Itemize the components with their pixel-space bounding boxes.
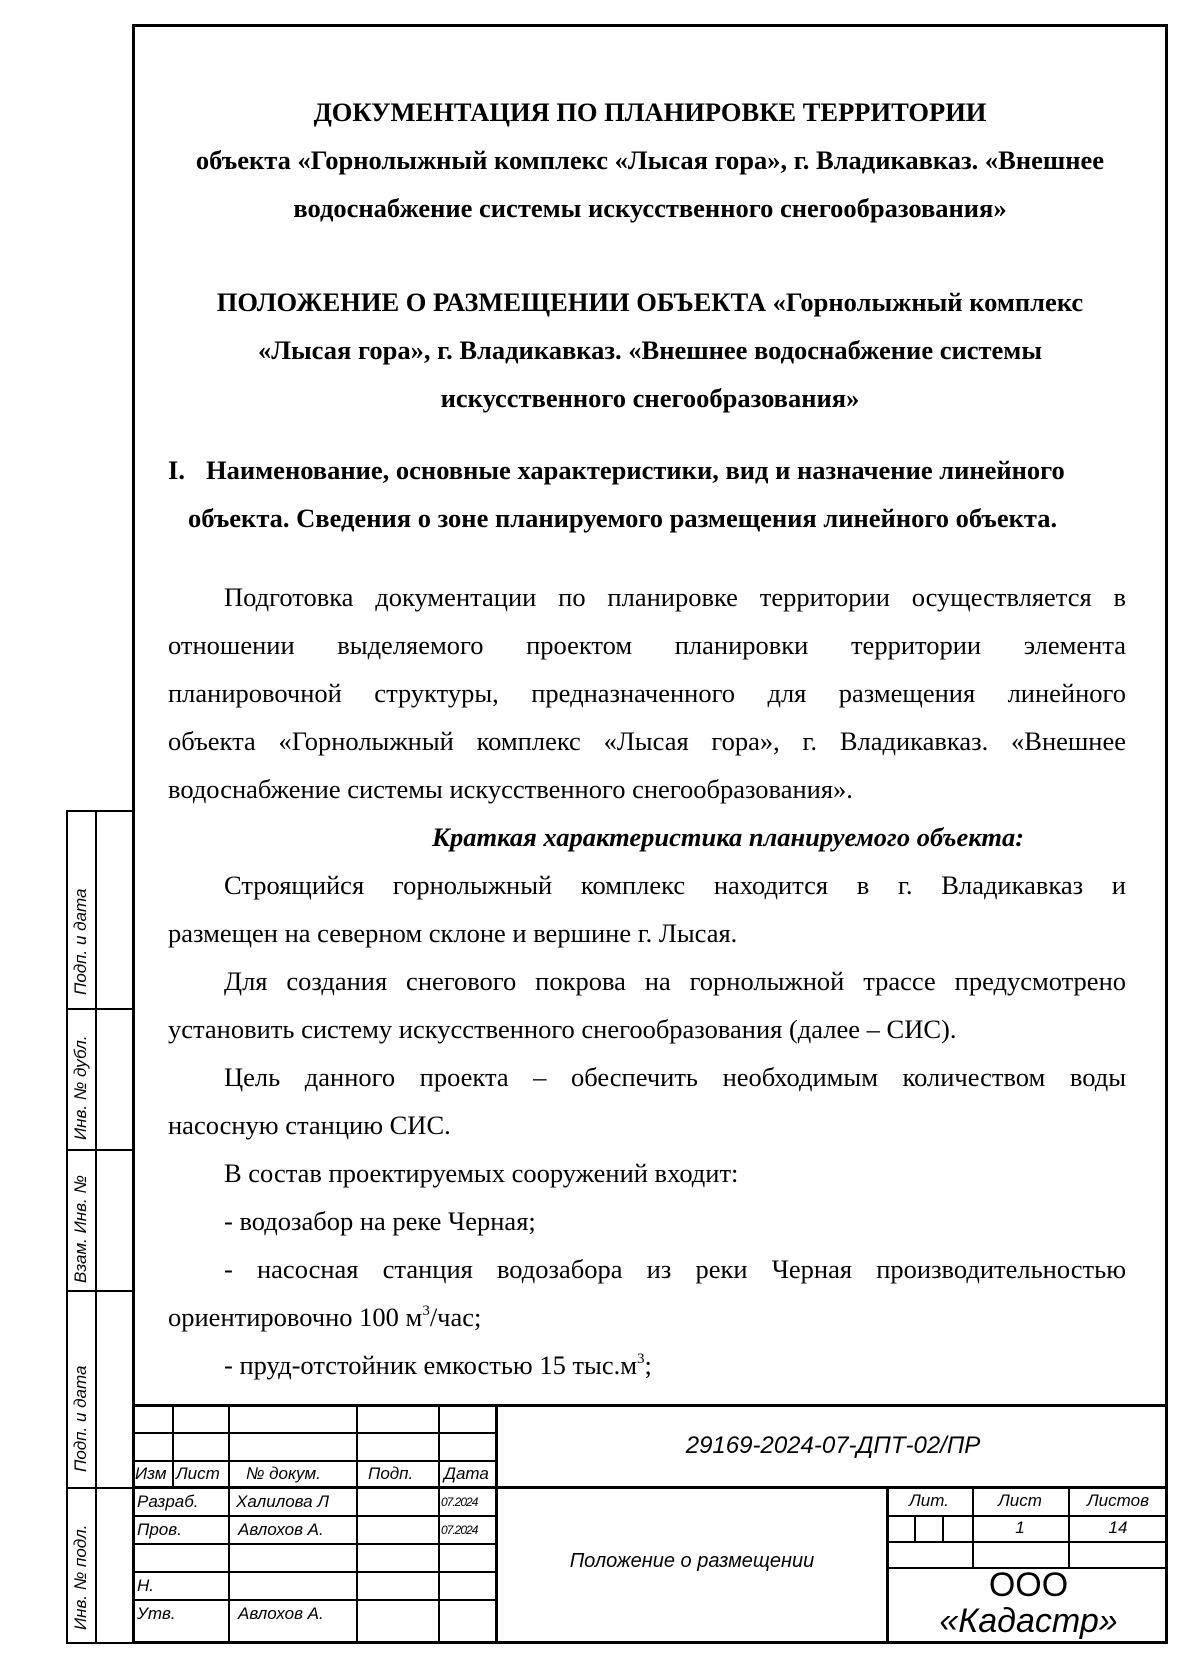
margin-line [66, 1642, 134, 1644]
org-name-line2: «Кадастр» [939, 1602, 1118, 1640]
document-title: ДОКУМЕНТАЦИЯ ПО ПЛАНИРОВКЕ ТЕРРИТОРИИ [313, 97, 987, 127]
doc-code: 29169-2024-07-ДПТ-02/ПР [685, 1432, 981, 1459]
paragraph-line: отношении выделяемого проектом планировки территории элемента [168, 630, 1126, 660]
section-number: I. [168, 455, 185, 485]
subheading: Краткая характеристика планируемого объекта: [431, 822, 1025, 852]
paragraph-line: планировочной структуры, предназначенного для размещения линейного [168, 678, 1126, 708]
paragraph-line: установить систему искусственного снегообразования (далее – СИС). [168, 1014, 957, 1044]
stamp-header-doc-no: № докум. [246, 1464, 321, 1483]
document-subtitle-line2: «Лысая гора», г. Владикавказ. «Внешнее водоснабжение системы [257, 335, 1043, 365]
document-subtitle-line3: искусственного снегообразования» [440, 383, 860, 413]
stamp-header-list: Лист [176, 1464, 220, 1483]
list-item-continued: ориентировочно 100 $м^3$/час; [168, 1302, 482, 1332]
margin-border [66, 810, 68, 1644]
stamp-sheets-label: Листов [1087, 1491, 1149, 1510]
paragraph-line: Для создания снегового покрова на горнолыжной трассе предусмотрено [224, 966, 1126, 996]
margin-line [66, 1487, 134, 1489]
list-item: - насосная станция водозабора из реки Черная производительностью [224, 1254, 1126, 1284]
margin-label: Подп. и дата [71, 888, 90, 995]
stamp-date: 07.2024 [441, 1523, 478, 1537]
paragraph-line: Цель данного проекта – обеспечить необходимым количеством воды [224, 1062, 1126, 1092]
stamp-date: 07.2024 [441, 1495, 478, 1509]
stamp-doc-title: Положение о размещении [569, 1550, 815, 1572]
margin-line [66, 1290, 134, 1292]
paragraph-line: насосную станцию СИС. [168, 1110, 451, 1140]
stamp-header-izm: Изм [135, 1464, 167, 1483]
composition-intro: В состав проектируемых сооружений входит: [224, 1158, 739, 1188]
margin-line [66, 1149, 134, 1151]
paragraph-line: Строящийся горнолыжный комплекс находится в г. Владикавказ и [224, 870, 1126, 900]
paragraph-line: водоснабжение системы искусственного снегообразования». [168, 774, 853, 804]
stamp-role: Пров. [137, 1520, 182, 1539]
paragraph-line: объекта «Горнолыжный комплекс «Лысая гора», г. Владикавказ. «Внешнее [168, 726, 1126, 756]
section-heading-line2: объекта. Сведения о зоне планируемого размещения линейного объекта. [188, 503, 1058, 533]
stamp-header-date: Дата [444, 1464, 489, 1483]
stamp-header-sign: Подп. [368, 1464, 414, 1483]
stamp-sheets-value: 14 [1108, 1518, 1128, 1537]
stamp-name: Авлохов А. [238, 1520, 324, 1539]
margin-label: Взам. Инв. № [71, 1175, 90, 1283]
list-item: - пруд-отстойник емкостью 15 $тыс.м^3$; [224, 1350, 652, 1380]
stamp-role: Н. [137, 1576, 154, 1595]
document-title-line2: объекта «Горнолыжный комплекс «Лысая гора», г. Владикавказ. «Внешнее [195, 145, 1105, 175]
stamp-sheet-label: Лист [998, 1491, 1042, 1510]
org-name: ООО [988, 1566, 1069, 1604]
stamp-role: Разраб. [137, 1492, 199, 1511]
stamp-name: Авлохов А. [238, 1604, 324, 1623]
stamp-lit-label: Лит. [909, 1491, 949, 1510]
stamp-name: Халилова Л [236, 1492, 330, 1511]
document-subtitle: ПОЛОЖЕНИЕ О РАЗМЕЩЕНИИ ОБЪЕКТА «Горнолыжный комплекс [216, 287, 1084, 317]
paragraph-line: Подготовка документации по планировке территории осуществляется в [224, 582, 1126, 612]
document-title-line3: водоснабжение системы искусственного снегообразования» [293, 193, 1007, 223]
section-heading: Наименование, основные характеристики, вид и назначение линейного [206, 455, 1065, 485]
margin-label: Инв. № подл. [71, 1524, 90, 1630]
stamp-sheet-value: 1 [1015, 1518, 1025, 1537]
paragraph-line: размещен на северном склоне и вершине г. Лысая. [168, 918, 738, 948]
margin-line [66, 810, 134, 812]
margin-divider [95, 810, 97, 1644]
margin-label: Инв. № дубл. [71, 1035, 90, 1140]
margin-line [66, 1008, 134, 1010]
stamp-role: Утв. [137, 1604, 176, 1623]
list-item: - водозабор на реке Черная; [224, 1206, 536, 1236]
margin-label: Подп. и дата [71, 1365, 90, 1472]
